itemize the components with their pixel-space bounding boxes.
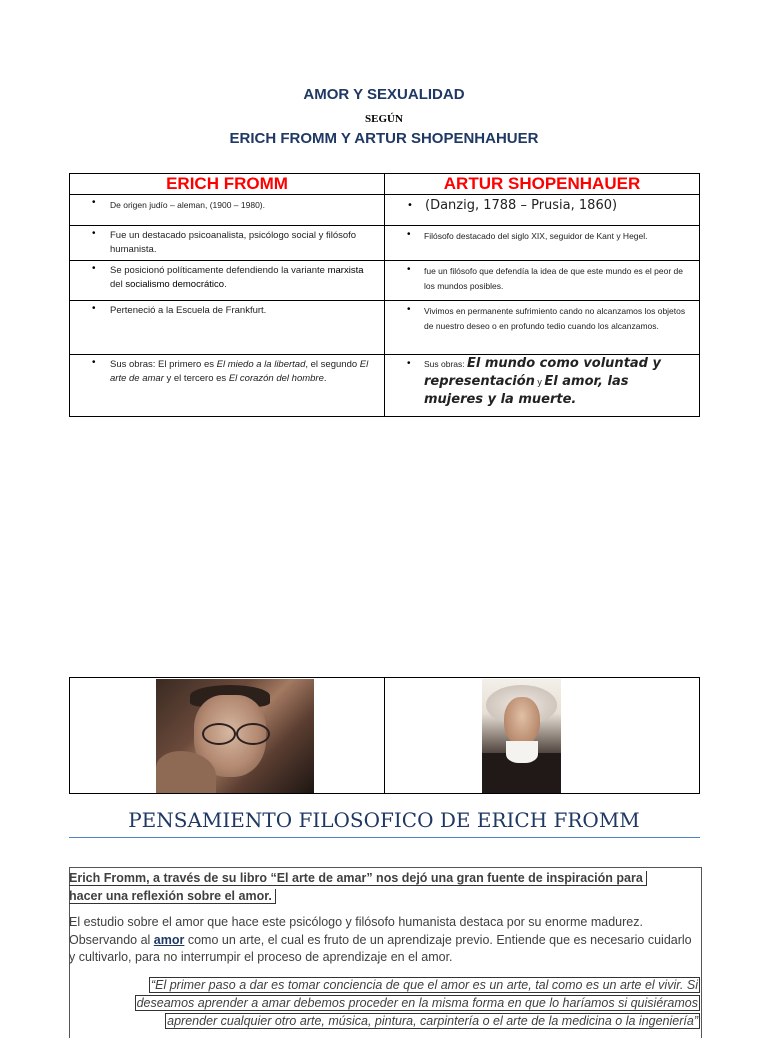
document-title: AMOR Y SEXUALIDAD bbox=[303, 86, 465, 103]
table-row bbox=[70, 195, 700, 226]
comparison-header-row bbox=[70, 174, 700, 195]
arthur-schopenhauer-photo bbox=[482, 679, 561, 793]
table-row bbox=[70, 301, 700, 355]
intro-paragraph bbox=[69, 870, 647, 905]
document-connector: SEGÚN bbox=[365, 113, 403, 125]
fromm-politics bbox=[70, 261, 384, 292]
table-cell bbox=[70, 301, 385, 355]
document-subtitle: ERICH FROMM Y ARTUR SHOPENHAHUER bbox=[229, 130, 539, 147]
marxista-link[interactable]: marxista bbox=[327, 265, 364, 276]
work-title: El mundo como voluntad y representación bbox=[424, 356, 661, 389]
table-cell bbox=[385, 261, 700, 301]
fromm-politics-text: . bbox=[224, 279, 227, 290]
fromm-politics-text: Se posicionó políticamente defendiendo la variante bbox=[110, 265, 328, 276]
fromm-works bbox=[70, 355, 384, 386]
table-cell bbox=[385, 226, 700, 261]
quote-line: “El primer paso a dar es tomar conciencia de que el amor es un arte, tal como es un arte el vivir. Si bbox=[150, 978, 698, 992]
portrait-cell-schopenhauer bbox=[385, 678, 700, 794]
schopenhauer-profession: • Filósofo destacado del siglo XIX, seguidor de Kant y Hegel. bbox=[385, 226, 699, 244]
fromm-origin: • De origen judío – aleman, (1900 – 1980). bbox=[70, 195, 384, 212]
quote-line: aprender cualquier otro arte, música, pintura, carpintería o el arte de la medicina o la ingeniería” bbox=[167, 1014, 698, 1028]
table-row bbox=[70, 261, 700, 301]
intro-line: Erich Fromm, a través de su libro “El arte de amar” nos dejó una gran fuente de inspiración para bbox=[69, 871, 647, 886]
schopenhauer-works bbox=[385, 355, 699, 409]
work-title: El miedo a la libertad bbox=[216, 359, 306, 370]
fromm-politics-text: del bbox=[110, 279, 126, 290]
table-cell bbox=[70, 261, 385, 301]
works-separator: y bbox=[534, 377, 545, 387]
fromm-works-text: , el segundo bbox=[305, 359, 360, 370]
socialismo-link[interactable]: socialismo democrático bbox=[125, 279, 225, 290]
table-cell bbox=[385, 301, 700, 355]
works-label: Sus obras: bbox=[424, 359, 467, 369]
portraits-row bbox=[70, 678, 700, 794]
photo-detail bbox=[202, 723, 236, 745]
intro-line: hacer una reflexión sobre el amor. bbox=[69, 889, 276, 904]
schopenhauer-dates: • (Danzig, 1788 – Prusia, 1860) bbox=[385, 195, 699, 214]
body-paragraph bbox=[69, 914, 700, 967]
portrait-cell-fromm bbox=[70, 678, 385, 794]
table-row bbox=[70, 355, 700, 417]
fromm-works-text: Sus obras: El primero es bbox=[110, 359, 217, 370]
portraits-table bbox=[69, 677, 700, 794]
fromm-works-text: . bbox=[323, 373, 327, 384]
amor-link[interactable]: amor bbox=[153, 932, 185, 947]
work-title: El corazón del hombre bbox=[228, 373, 324, 384]
photo-detail bbox=[504, 697, 540, 745]
table-cell bbox=[70, 355, 385, 417]
fromm-profession: • Fue un destacado psicoanalista, psicólogo social y filósofo humanista. bbox=[70, 226, 384, 257]
table-cell bbox=[70, 226, 385, 261]
table-cell bbox=[70, 195, 385, 226]
fromm-quote bbox=[106, 976, 700, 1030]
photo-detail bbox=[506, 741, 538, 763]
table-cell bbox=[385, 195, 700, 226]
column-header-schopenhauer: ARTUR SHOPENHAUER bbox=[385, 174, 700, 195]
table-row bbox=[70, 226, 700, 261]
column-header-fromm: ERICH FROMM bbox=[70, 174, 385, 195]
schopenhauer-suffering: • Vivimos en permanente sufrimiento cando no alcanzamos los objetos de nuestro deseo o en profundo tedio cuando los alcanzamos. bbox=[385, 301, 699, 333]
body-text: como un arte, el cual es fruto de un aprendizaje previo. Entiende que es necesario cuidarlo y cultivarlo, para no interrumpir el proceso de aprendizaje en el amor. bbox=[69, 932, 692, 964]
section-heading: PENSAMIENTO FILOSOFICO DE ERICH FROMM bbox=[128, 808, 640, 832]
table-cell bbox=[385, 355, 700, 417]
erich-fromm-photo bbox=[156, 679, 314, 793]
work-title: El amor, las mujeres y la muerte. bbox=[424, 374, 629, 407]
body-text: El estudio sobre el amor que hace este psicólogo y filósofo humanista destaca por su enorme madurez. Observando al bbox=[69, 915, 643, 947]
heading-divider bbox=[69, 837, 700, 838]
fromm-frankfurt: • Perteneció a la Escuela de Frankfurt. bbox=[70, 301, 384, 318]
schopenhauer-pessimism: • fue un filósofo que defendía la idea de que este mundo es el peor de los mundos posibles. bbox=[385, 261, 699, 293]
work-title: El arte de amar bbox=[110, 359, 369, 384]
fromm-works-text: y el tercero es bbox=[163, 373, 229, 384]
photo-detail bbox=[236, 723, 270, 745]
comparison-table bbox=[69, 173, 700, 417]
quote-line: deseamos aprender a amar debemos proceder en la misma forma en que lo haríamos si quisiéramos bbox=[136, 996, 698, 1010]
